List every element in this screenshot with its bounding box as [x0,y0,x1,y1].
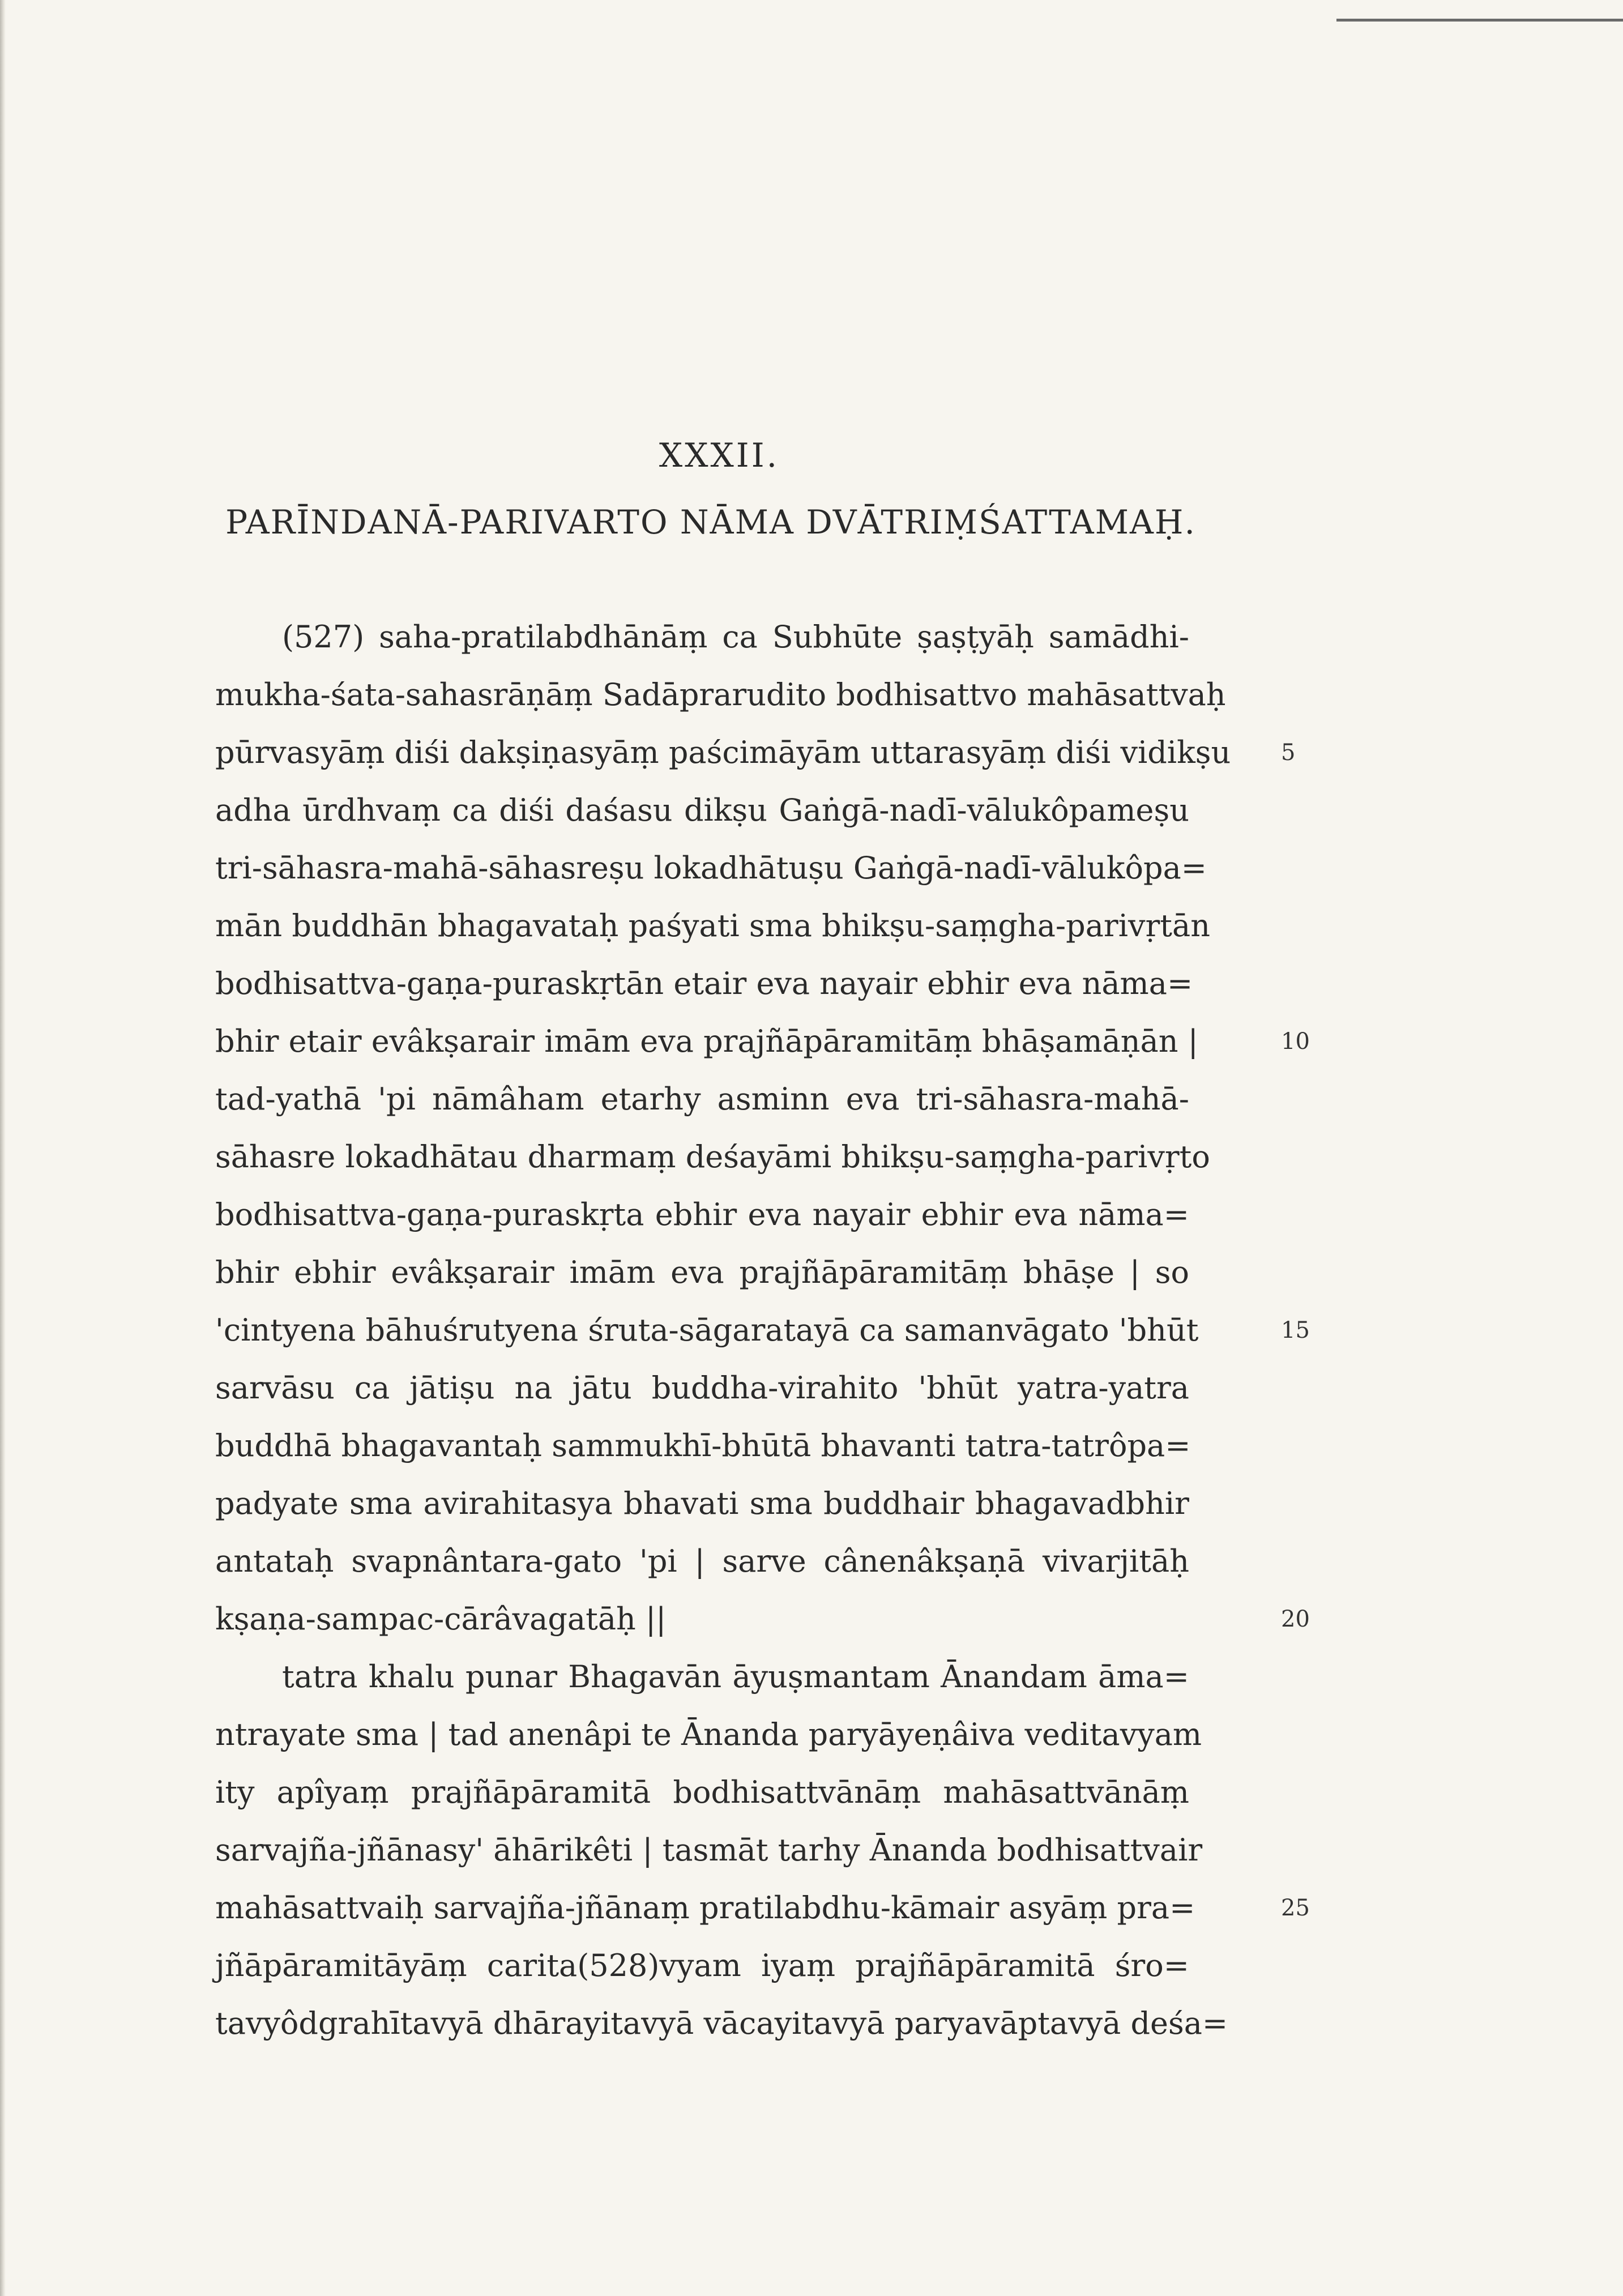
text-line: bodhisattva-gaṇa-puraskṛta ebhir eva nayair ebhir eva nāma= [215,1197,1189,1232]
text-line: 'cintyena bāhuśrutyena śruta-sāgaratayā ca samanvāgato 'bhūt [215,1312,1199,1348]
line-number: 10 [1281,1028,1310,1055]
text-line: ity apîyaṃ prajñāpāramitā bodhisattvānāṃ mahāsattvānāṃ [215,1774,1189,1810]
text-line: jñāpāramitāyāṃ carita(528)vyam iyaṃ prajñāpāramitā śro= [215,1948,1189,1983]
page-left-edge-shadow [0,0,6,2296]
text-line: tri-sāhasra-mahā-sāhasreṣu lokadhātuṣu Gaṅgā-nadī-vālukôpa= [215,850,1207,886]
text-line: buddhā bhagavantaḥ sammukhī-bhūtā bhavanti tatra-tatrôpa= [215,1428,1191,1463]
text-line: bodhisattva-gaṇa-puraskṛtān etair eva nayair ebhir eva nāma= [215,966,1193,1001]
text-line: adha ūrdhvaṃ ca diśi daśasu dikṣu Gaṅgā-nadī-vālukôpameṣu [215,792,1189,828]
text-line: pūrvasyāṃ diśi dakṣiṇasyāṃ paścimāyām uttarasyāṃ diśi vidikṣu [215,735,1231,770]
text-line: mān buddhān bhagavataḥ paśyati sma bhikṣu-saṃgha-parivṛtān [215,908,1210,944]
text-line: kṣaṇa-sampac-cārâvagatāḥ || [215,1601,667,1637]
chapter-number: XXXII. [659,436,780,475]
text-line: mahāsattvaiḥ sarvajña-jñānaṃ pratilabdhu-kāmair asyāṃ pra= [215,1890,1195,1926]
text-line: padyate sma avirahitasya bhavati sma buddhair bhagavadbhir [215,1486,1189,1521]
text-line: ntrayate sma | tad anenâpi te Ānanda paryāyeṇâiva veditavyam [215,1717,1202,1752]
text-line: bhir etair evâkṣarair imām eva prajñāpāramitāṃ bhāṣamāṇān | [215,1023,1198,1059]
text-line: tad-yathā 'pi nāmâham etarhy asminn eva tri-sāhasra-mahā- [215,1081,1189,1117]
text-line: (527) saha-pratilabdhānāṃ ca Subhūte ṣaṣṭyāḥ samādhi- [282,619,1189,655]
text-line: antataḥ svapnântara-gato 'pi | sarve cânenâkṣaṇā vivarjitāḥ [215,1543,1189,1579]
text-line: bhir ebhir evâkṣarair imām eva prajñāpāramitāṃ bhāṣe | so [215,1254,1189,1290]
line-number: 25 [1281,1895,1310,1921]
text-line: sarvāsu ca jātiṣu na jātu buddha-virahito 'bhūt yatra-yatra [215,1370,1189,1406]
text-line: mukha-śata-sahasrāṇāṃ Sadāprarudito bodhisattvo mahāsattvaḥ [215,677,1226,712]
text-line: sāhasre lokadhātau dharmaṃ deśayāmi bhikṣu-saṃgha-parivṛto [215,1139,1210,1175]
text-line: tavyôdgrahītavyā dhārayitavyā vācayitavyā paryavāptavyā deśa= [215,2005,1228,2041]
line-number: 5 [1281,740,1296,766]
top-right-rule [1336,19,1623,22]
text-line: tatra khalu punar Bhagavān āyuṣmantam Ānandam āma= [282,1659,1189,1695]
line-number: 20 [1281,1606,1310,1632]
chapter-title: PARĪNDANĀ-PARIVARTO NĀMA DVĀTRIṂŚATTAMAḤ. [225,503,1196,541]
line-number: 15 [1281,1317,1310,1343]
text-line: sarvajña-jñānasy' āhārikêti | tasmāt tarhy Ānanda bodhisattvair [215,1832,1203,1868]
